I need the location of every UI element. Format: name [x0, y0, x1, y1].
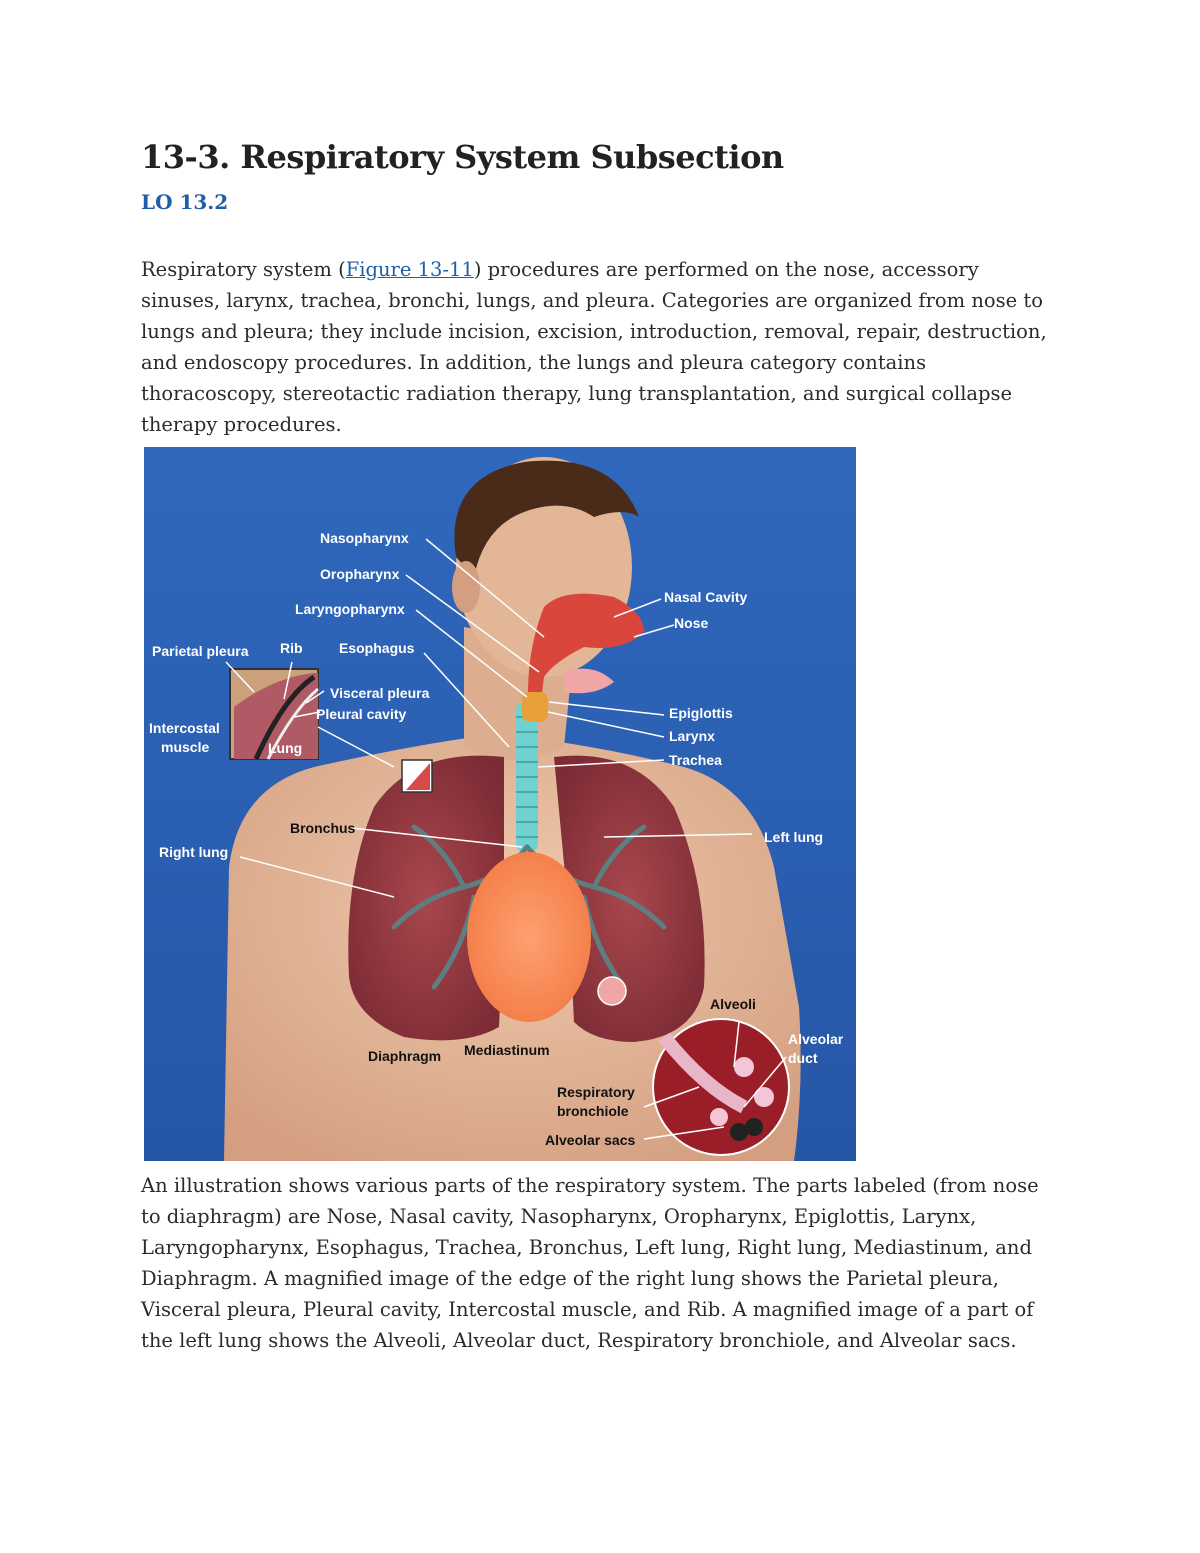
- label-pleural-cavity: Pleural cavity: [316, 706, 407, 722]
- intro-text-end: ) procedures are performed on the nose, accessory sinuses, larynx, trachea, bronchi, lungs, and pleura. Categories are organized from nose to lungs and pleura; they include incision, excision, introduction, removal, repair, destruction, and endoscopy procedures. In addition, the lungs and pleura category contains thoracoscopy, stereotactic radiation therapy, lung transplantation, and surgical collapse therapy procedures.: [141, 258, 1047, 436]
- label-alveolar: Alveolar: [788, 1031, 844, 1047]
- label-rib: Rib: [280, 640, 303, 656]
- learning-objective: LO 13.2: [141, 190, 229, 214]
- label-intercostal: Intercostal: [149, 720, 220, 736]
- label-nose: Nose: [674, 615, 709, 631]
- label-oropharynx: Oropharynx: [320, 566, 400, 582]
- label-nasal-cavity: Nasal Cavity: [664, 589, 748, 605]
- figure-link[interactable]: Figure 13-11: [345, 258, 474, 281]
- label-esophagus: Esophagus: [339, 640, 415, 656]
- label-alveolar-sacs: Alveolar sacs: [545, 1132, 636, 1148]
- label-larynx: Larynx: [669, 728, 715, 744]
- label-diaphragm: Diaphragm: [368, 1048, 442, 1064]
- label-parietal-pleura: Parietal pleura: [152, 643, 249, 659]
- label-nasopharynx: Nasopharynx: [320, 530, 409, 546]
- respiratory-system-figure: [144, 447, 856, 1161]
- label-alveolar-duct: duct: [788, 1050, 818, 1066]
- label-mediastinum: Mediastinum: [464, 1042, 550, 1058]
- label-bronchus: Bronchus: [290, 820, 356, 836]
- label-intercostal-muscle: muscle: [161, 739, 210, 755]
- label-respiratory-bronchiole: bronchiole: [557, 1103, 629, 1119]
- intro-paragraph: [141, 254, 1061, 440]
- intro-text-start: Respiratory system (: [141, 258, 346, 281]
- label-laryngopharynx: Laryngopharynx: [295, 601, 405, 617]
- label-respiratory: Respiratory: [557, 1084, 635, 1100]
- label-visceral-pleura: Visceral pleura: [330, 685, 430, 701]
- alveoli-inset-marker: [598, 977, 626, 1005]
- ear-illustration: [452, 561, 480, 613]
- figure-caption: An illustration shows various parts of the respiratory system. The parts labeled (from nose to diaphragm) are Nose, Nasal cavity, Nasopharynx, Oropharynx, Epiglottis, Larynx, Laryngopharynx, Esophagus, Trachea, Bronchus, Left lung, Right lung, Mediastinum, and Diaphragm. A magnified image of the edge of the right lung shows the Parietal pleura, Visceral pleura, Pleural cavity, Intercostal muscle, and Rib. A magnified image of a part of the left lung shows the Alveoli, Alveolar duct, Respiratory bronchiole, and Alveolar sacs.: [141, 1174, 1039, 1352]
- label-right-lung: Right lung: [159, 844, 229, 860]
- label-left-lung: Left lung: [764, 829, 824, 845]
- label-trachea: Trachea: [669, 752, 722, 768]
- section-heading: 13-3. Respiratory System Subsection: [141, 138, 784, 176]
- label-epiglottis: Epiglottis: [669, 705, 733, 721]
- label-alveoli: Alveoli: [710, 996, 756, 1012]
- label-lung: Lung: [268, 740, 303, 756]
- mediastinum-illustration: [467, 852, 591, 1022]
